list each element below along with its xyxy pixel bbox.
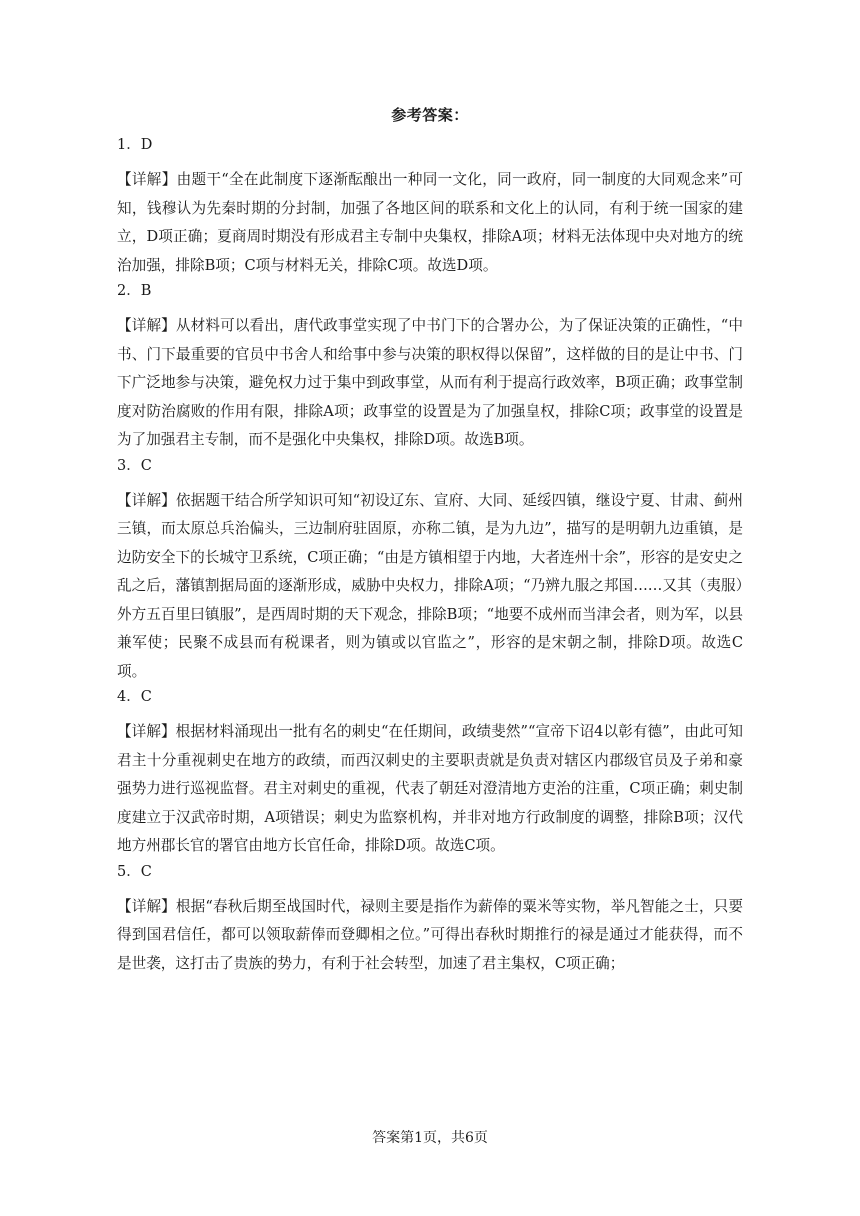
answer-number: 4．C: [117, 689, 152, 705]
answer-explanation: 【详解】根据“春秋后期至战国时代，禄则主要是指作为薪俸的粟米等实物，举凡智能之士，只要得到国君信任，都可以领取薪俸而登卿相之位。”可得出春秋时期推行的禄是通过才能获得，而不是世袭，这打击了贵族的势力，有利于社会转型，加速了君主集权，C项正确；: [117, 897, 743, 972]
page-footer: 答案第1页，共6页: [372, 1130, 488, 1146]
answer-number: 1．D: [117, 137, 153, 153]
answer-explanation: 【详解】根据材料涌现出一批有名的刺史“在任期间，政绩斐然”“宣帝下诏4以彰有德”，由此可知君主十分重视刺史在地方的政绩，而西汉刺史的主要职责就是负责对辖区内郡级官员及子弟和豪强势力进行巡视监督。君主对刺史的重视，代表了朝廷对澄清地方吏治的注重，C项正确；刺史制度建立于汉武帝时期，A项错误；刺史为监察机构，并非对地方行政制度的调整，排除B项；汉代地方州郡长官的署官由地方长官任命，排除D项。故选C项。: [117, 723, 743, 854]
answer-explanation: 【详解】由题干“全在此制度下逐渐酝酿出一种同一文化，同一政府，同一制度的大同观念来”可知，钱穆认为先秦时期的分封制，加强了各地区间的联系和文化上的认同，有利于统一国家的建立，D项正确；夏商周时期没有形成君主专制中央集权，排除A项；材料无法体现中央对地方的统治加强，排除B项；C项与材料无关，排除C项。故选D项。: [117, 171, 743, 274]
answer-number: 5．C: [117, 863, 152, 880]
answer-number: 3．C: [117, 457, 152, 474]
answer-list: [117, 136, 743, 980]
answer-explanation: 【详解】从材料可以看出，唐代政事堂实现了中书门下的合署办公，为了保证决策的正确性，“中书、门下最重要的官员中书舍人和给事中参与决策的职权得以保留”，这样做的目的是让中书、门下广泛地参与决策，避免权力过于集中到政事堂，从而有利于提高行政效率，B项正确；政事堂制度对防治腐败的作用有限，排除A项；政事堂的设置是为了加强皇权，排除C项；政事堂的设置是为了加强君主专制，而不是强化中央集权，排除D项。故选B项。: [117, 317, 743, 448]
answer-item: [117, 688, 743, 861]
document-title: 参考答案：: [391, 106, 469, 124]
answer-item: [117, 457, 743, 687]
answer-item: [117, 863, 743, 979]
answer-item: [117, 136, 743, 280]
answer-explanation: 【详解】依据题干结合所学知识可知“初设辽东、宣府、大同、延绥四镇，继设宁夏、甘肃、蓟州三镇，而太原总兵治偏头，三边制府驻固原，亦称二镇，是为九边”，描写的是明朝九边重镇，是边防安全下的长城守卫系统，C项正确；“由是方镇相望于内地，大者连州十余”，形容的是安史之乱之后，藩镇割据局面的逐渐形成，威胁中央权力，排除A项；“乃辨九服之邦国……又其（夷服）外方五百里曰镇服”，是西周时期的天下观念，排除B项；“地要不成州而当津会者，则为军，以县兼军使；民聚不成县而有税课者，则为镇或以官监之”，形容的是宋朝之制，排除D项。故选C项。: [117, 491, 743, 680]
answer-number: 2．B: [117, 283, 152, 299]
answer-item: [117, 282, 743, 455]
